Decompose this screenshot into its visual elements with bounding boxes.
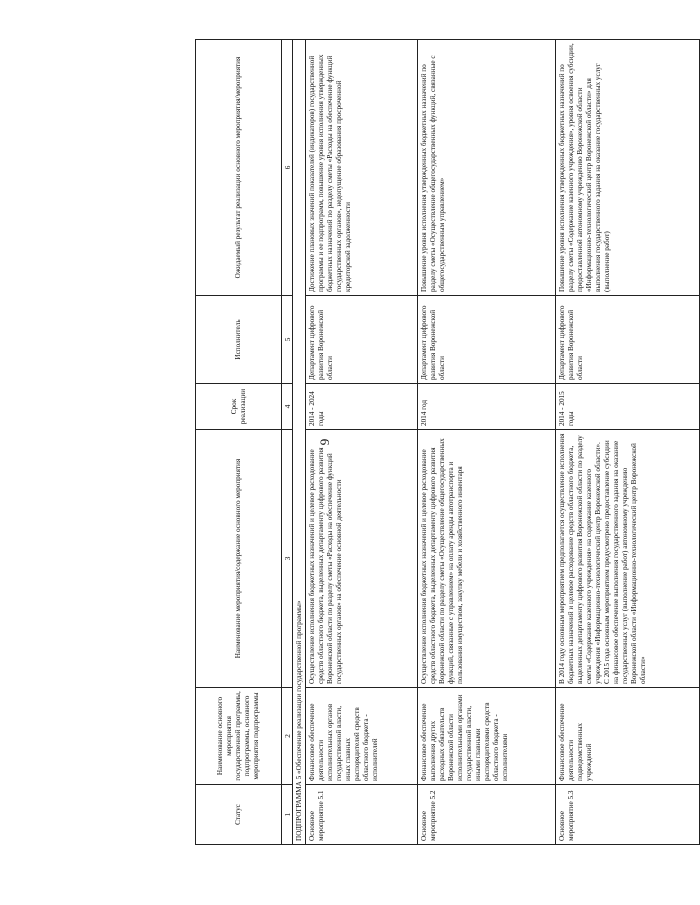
column-number: 4 (282, 384, 293, 430)
column-number: 1 (282, 785, 293, 845)
column-number-row (282, 40, 293, 845)
row-term: 2014 - 2015 годы (556, 384, 700, 430)
page-number: 9 (317, 438, 332, 446)
row-name: Финансовое обеспечение деятельности исполнительных органов государственной власти, иных главных распорядителей средств областного бюджета - исполнителей (306, 688, 418, 785)
header-result: Ожидаемый результат реализации основного мероприятия/мероприятия (196, 40, 282, 296)
subprogram-title: ПОДПРОГРАММА 5 «Обеспечение реализации государственной программы» (293, 40, 306, 845)
column-number: 3 (282, 430, 293, 688)
row-executor: Департамент цифрового развития Воронежской области (556, 296, 700, 384)
table-row (556, 40, 700, 845)
header-executor: Исполнитель (196, 296, 282, 384)
row-content: Осуществление исполнения бюджетных назначений и целевое расходование средств областного бюджета, выделенных департаменту цифрового развития Воронежской области по разделу сметы «Расходы на обеспечение функций государственных органов» на обеспечение основной деятельности (306, 430, 418, 688)
row-term: 2014 - 2024 годы (306, 384, 418, 430)
row-name: Финансовое обеспечение деятельности подведомственных учреждений (556, 688, 700, 785)
subprogram-row (293, 40, 306, 845)
row-executor: Департамент цифрового развития Воронежской области (306, 296, 418, 384)
row-status: Основное мероприятие 5.3 (556, 785, 700, 845)
table-row (306, 40, 418, 845)
row-status: Основное мероприятие 5.1 (306, 785, 418, 845)
column-number: 6 (282, 40, 293, 296)
header-content: Наименование мероприятия/содержание основного мероприятия (196, 430, 282, 688)
row-term: 2014 год (418, 384, 556, 430)
row-result: Повышение уровня исполнения утвержденных бюджетных назначений по разделу сметы «Содержание казенного учреждения», уровня освоения субсидии, предоставленной автономному учреждению Воронежской области «Информационно-технологический центр Воронежской области» для выполнения государственного задания на оказание государственных услуг (выполнение работ) (556, 40, 700, 296)
header-row (196, 40, 282, 845)
row-content: Осуществление исполнения бюджетных назначений и целевое расходование средств областного бюджета, выделенных департаменту цифрового развития Воронежской области по разделу сметы «Осуществление общегосударственных функций, связанные с управлением» на оплату аренды автотранспорта и пользования имуществом, закупку мебели и хозяйственного инвентаря (418, 430, 556, 688)
table-row (418, 40, 556, 845)
program-activities-table (195, 39, 700, 845)
column-number: 5 (282, 296, 293, 384)
row-result: Повышение уровня исполнения утвержденных бюджетных назначений по разделу сметы «Осуществление общегосударственных функций, связанные с общегосударственным управлением» (418, 40, 556, 296)
row-result: Достижение плановых значений показателей (индикаторов) государственной программы и ее подпрограмм, повышение уровня исполнения утвержденных бюджетных назначений по разделу сметы «Расходы на обеспечение функций государственных органов», недопущение образования просроченной кредиторской задолженности (306, 40, 418, 296)
row-name: Финансовое обеспечение выполнения других расходных обязательств Воронежской области исполнительными органами государственной власти, иными главными распорядителями средств областного бюджета - исполнителями (418, 688, 556, 785)
header-term: Срок реализации (196, 384, 282, 430)
header-name: Наименование основного мероприятия государственной программы, подпрограммы, основного мероприятия подпрограммы (196, 688, 282, 785)
row-status: Основное мероприятие 5.2 (418, 785, 556, 845)
header-status: Статус (196, 785, 282, 845)
row-content: В 2014 году основным мероприятием предполагается осуществление исполнения бюджетных назначений и целевое расходование средств областного бюджета, выделенных департаменту цифрового развития Воронежской области по разделу сметы «Содержание казенного учреждения» на содержание казенного учреждения «Информационно-технологический центр Воронежской области». С 2015 года основным мероприятием предусмотрено предоставление субсидии на финансовое обеспечение выполнения государственного задания на оказание государственных услуг (выполнение работ) автономному учреждению Воронежской области «Информационно-технологический центр Воронежской области» (556, 430, 700, 688)
column-number: 2 (282, 688, 293, 785)
program-table-sheet (195, 40, 700, 845)
row-executor: Департамент цифрового развития Воронежской области (418, 296, 556, 384)
